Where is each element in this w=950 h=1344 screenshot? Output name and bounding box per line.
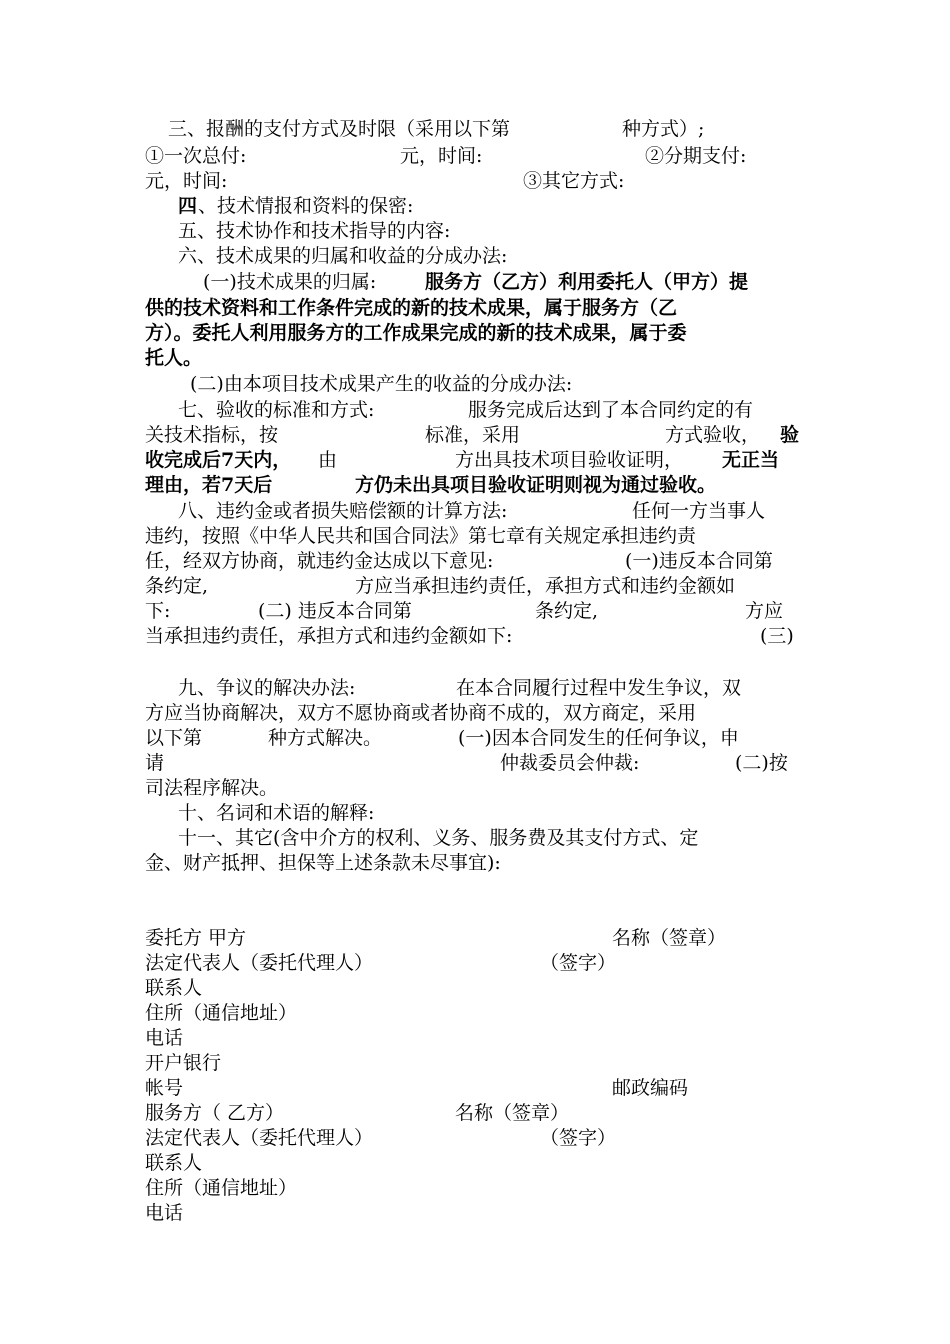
clause9-text3a: 以下第	[145, 727, 203, 749]
clause7-text3a: 收完成后7天内，	[145, 449, 292, 471]
clause3-yuan-time: 元，时间:	[400, 145, 483, 167]
clause7-line1	[0, 397, 950, 423]
clause8-text2: 违约，按照《中华人民共和国合同法》第七章有关规定承担违约责	[145, 525, 697, 547]
clause5-line	[0, 218, 950, 244]
provider-phone: 电话	[145, 1202, 184, 1224]
clause6-sub2: (二)由本项目技术成果产生的收益的分成办法:	[190, 373, 573, 395]
provider-rep: 法定代表人（委托代理人）	[145, 1127, 374, 1149]
clause3-title: 三、报酬的支付方式及时限（采用以下第	[168, 118, 511, 140]
clause8-text3a: 任，经双方协商，就违约金达成以下意见:	[145, 550, 494, 572]
clause3-option2: ②分期支付:	[645, 145, 747, 167]
client-label: 委托方 甲方	[145, 927, 247, 949]
clause3-title-line	[0, 116, 950, 142]
clause3-options-line	[0, 143, 950, 169]
client-address-line	[0, 1000, 950, 1026]
client-sign: （签字）	[540, 952, 617, 974]
client-account: 帐号	[145, 1077, 184, 1099]
clause10-text: 十、名词和术语的解释:	[178, 802, 375, 824]
client-label-line	[0, 925, 950, 951]
clause3-option3: ③其它方式:	[523, 170, 625, 192]
clause8-text6b: (三)	[760, 625, 794, 647]
clause9-title: 九、争议的解决办法:	[178, 677, 356, 699]
clause6-sub1-line3	[0, 320, 950, 346]
client-rep: 法定代表人（委托代理人）	[145, 952, 374, 974]
clause9-text3c: (一)因本合同发生的任何争议，申	[458, 727, 739, 749]
clause7-text4a: 理由，若7天后	[145, 474, 273, 496]
clause11-line1	[0, 825, 950, 851]
clause3-yuan-time2: 元，时间:	[145, 170, 228, 192]
clause9-text4a: 请	[145, 752, 165, 774]
clause7-text3d: 无正当	[722, 449, 780, 471]
clause7-text4b: 方仍未出具项目验收证明则视为通过验收。	[355, 474, 717, 496]
clause7-text2d: 验	[780, 424, 800, 446]
clause6-sub1-line1	[0, 269, 950, 295]
clause6-sub1-text3: 方）。委托人利用服务方的工作成果完成的新的技术成果，属于委	[145, 322, 687, 344]
clause8-text4a: 条约定,	[145, 575, 209, 597]
clause8-text3b: (一)违反本合同第	[625, 550, 773, 572]
clause8-line1	[0, 498, 950, 524]
clause8-text1: 任何一方当事人	[632, 500, 766, 522]
clause6-sub2-line	[0, 371, 950, 397]
clause4-text: 、技术情报和资料的保密:	[198, 195, 414, 217]
client-bank: 开户银行	[145, 1052, 222, 1074]
clause6-sub1-text1: 服务方（乙方）利用委托人（甲方）提	[425, 271, 749, 293]
clause9-text3b: 种方式解决。	[268, 727, 383, 749]
clause7-text2a: 关技术指标，按	[145, 424, 279, 446]
provider-rep-line	[0, 1125, 950, 1151]
provider-contact-line	[0, 1150, 950, 1176]
clause7-text2c: 方式验收，	[665, 424, 761, 446]
clause9-text4b: 仲裁委员会仲裁:	[500, 752, 640, 774]
client-contact-line	[0, 975, 950, 1001]
clause9-line1	[0, 675, 950, 701]
clause6-sub1-text2: 供的技术资料和工作条件完成的新的技术成果，属于服务方（乙	[145, 297, 678, 319]
clause7-title: 七、验收的标准和方式:	[178, 399, 375, 421]
clause6-sub1-line4	[0, 345, 950, 371]
clause9-line3	[0, 725, 950, 751]
clause9-line2	[0, 700, 950, 726]
client-phone-line	[0, 1025, 950, 1051]
clause7-text1: 服务完成后达到了本合同约定的有	[468, 399, 754, 421]
clause11-text2: 金、财产抵押、担保等上述条款未尽事宜):	[145, 852, 501, 874]
clause9-text5: 司法程序解决。	[145, 777, 279, 799]
clause7-text3c: 方出具技术项目验收证明，	[455, 449, 684, 471]
clause11-text1: 十一、其它(含中介方的权利、义务、服务费及其支付方式、定	[178, 827, 699, 849]
clause9-text1: 在本合同履行过程中发生争议，双	[456, 677, 742, 699]
clause8-text5c: 条约定,	[535, 600, 599, 622]
clause6-sub1-text4: 托人。	[145, 347, 203, 369]
clause11-line2	[0, 850, 950, 876]
clause3-title-suffix: 种方式）;	[622, 118, 705, 140]
clause9-line4	[0, 750, 950, 776]
client-contact: 联系人	[145, 977, 203, 999]
client-bank-line	[0, 1050, 950, 1076]
clause6-title-line	[0, 243, 950, 269]
provider-label: 服务方（ 乙方）	[145, 1102, 285, 1124]
clause7-line2	[0, 422, 950, 448]
clause8-line3	[0, 548, 950, 574]
clause8-text6a: 当承担违约责任，承担方式和违约金额如下:	[145, 625, 513, 647]
provider-label-line	[0, 1100, 950, 1126]
clause3-options-line2	[0, 168, 950, 194]
clause8-text4b: 方应当承担违约责任，承担方式和违约金额如	[355, 575, 736, 597]
provider-name-sign: 名称（签章）	[455, 1102, 570, 1124]
client-name-sign: 名称（签章）	[612, 927, 727, 949]
clause8-line4	[0, 573, 950, 599]
clause7-line3	[0, 447, 950, 473]
provider-contact: 联系人	[145, 1152, 203, 1174]
client-address: 住所（通信地址）	[145, 1002, 298, 1024]
clause9-text4c: (二)按	[735, 752, 788, 774]
clause7-text2b: 标准，采用	[425, 424, 521, 446]
clause8-line6	[0, 623, 950, 649]
client-account-line	[0, 1075, 950, 1101]
clause7-line4	[0, 472, 950, 498]
clause6-sub1-line2	[0, 295, 950, 321]
clause5-text: 五、技术协作和技术指导的内容:	[178, 220, 451, 242]
provider-address: 住所（通信地址）	[145, 1177, 298, 1199]
clause8-line5	[0, 598, 950, 624]
client-phone: 电话	[145, 1027, 184, 1049]
provider-sign: （签字）	[540, 1127, 617, 1149]
clause6-title: 六、技术成果的归属和收益的分成办法:	[178, 245, 508, 267]
clause4-line	[0, 193, 950, 219]
clause8-text5b: (二) 违反本合同第	[258, 600, 412, 622]
clause3-option1: ①一次总付:	[145, 145, 247, 167]
clause7-text3b: 由	[318, 449, 338, 471]
clause9-line5	[0, 775, 950, 801]
clause10-line	[0, 800, 950, 826]
provider-phone-line	[0, 1200, 950, 1226]
clause9-text2: 方应当协商解决，双方不愿协商或者协商不成的，双方商定，采用	[145, 702, 697, 724]
clause8-text5d: 方应	[745, 600, 784, 622]
clause8-title: 八、违约金或者损失赔偿额的计算方法:	[178, 500, 508, 522]
provider-address-line	[0, 1175, 950, 1201]
client-postcode: 邮政编码	[612, 1077, 689, 1099]
clause8-line2	[0, 523, 950, 549]
clause4-number: 四	[178, 195, 198, 217]
client-rep-line	[0, 950, 950, 976]
clause8-text5a: 下:	[145, 600, 171, 622]
clause6-sub1-label: (一)技术成果的归属:	[203, 271, 377, 293]
